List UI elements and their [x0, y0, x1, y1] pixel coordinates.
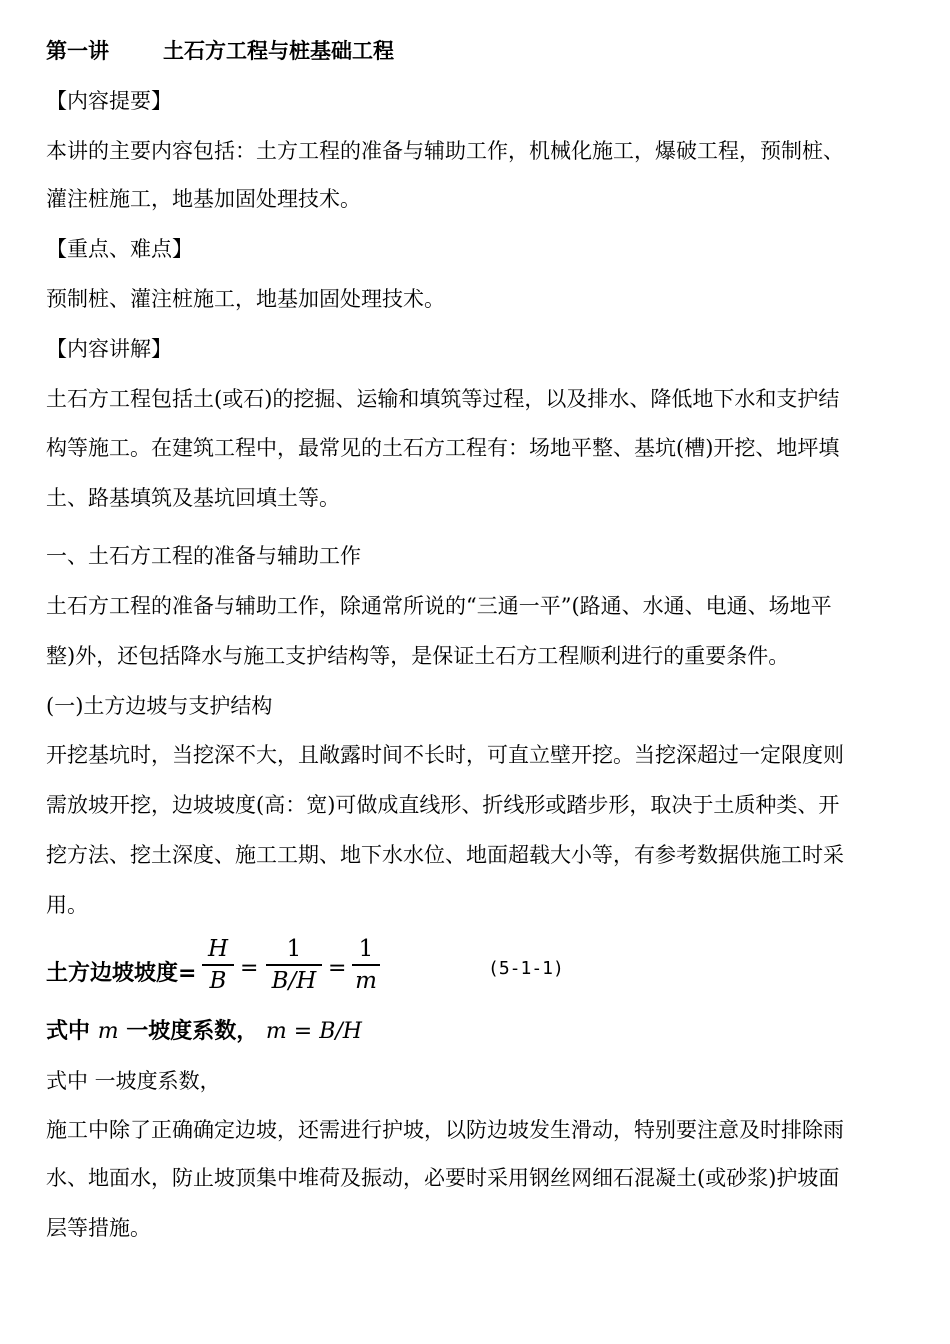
equation-number: (5-1-1)	[488, 958, 564, 979]
part1-line-1: 土石方工程的准备与辅助工作，除通常所说的“三通一平”(路通、水通、电通、场地平	[46, 594, 832, 618]
intro-line-3: 土、路基填筑及基坑回填土等。	[46, 486, 340, 510]
sub1-line-3: 挖方法、挖土深度、施工工期、地下水水位、地面超载大小等，有参考数据供施工时采	[46, 843, 844, 867]
coef-var: m	[97, 1019, 119, 1044]
fraction-1-over-m: 1 m	[352, 936, 380, 994]
slope-formula	[46, 936, 746, 1002]
equals-sign-2: =	[328, 956, 347, 981]
sub1-line-2: 需放坡开挖，边坡坡度(高：宽)可做成直线形、折线形或踏步形，取决于土质种类、开	[46, 793, 840, 817]
closing-line-2: 水、地面水，防止坡顶集中堆荷及振动，必要时采用钢丝网细石混凝土(或砂浆)护坡面	[46, 1166, 840, 1190]
fraction-h-over-b: H B	[202, 936, 234, 994]
part1-line-2: 整)外，还包括降水与施工支护结构等，是保证土石方工程顺利进行的重要条件。	[46, 644, 790, 668]
summary-line-2: 灌注桩施工，地基加固处理技术。	[46, 187, 361, 211]
part1-heading: 一、土石方工程的准备与辅助工作	[46, 544, 361, 568]
page-title	[46, 40, 394, 61]
lecture-title: 土石方工程与桩基础工程	[163, 38, 394, 63]
coef-text: 一坡度系数，	[126, 1019, 259, 1044]
closing-line-3: 层等措施。	[46, 1216, 151, 1240]
sub1-line-1: 开挖基坑时，当挖深不大，且敞露时间不长时，可直立壁开挖。当挖深超过一定限度则	[46, 743, 844, 767]
fraction-1-over-b-h: 1 B/H	[266, 936, 322, 994]
sub1-heading: (一)土方边坡与支护结构	[46, 694, 273, 718]
detail-heading: 【内容讲解】	[46, 337, 172, 361]
coef-text-line: 式中 一坡度系数，	[46, 1069, 221, 1093]
intro-line-1: 土石方工程包括土(或石)的挖掘、运输和填筑等过程，以及排水、降低地下水和支护结	[46, 387, 840, 411]
summary-line-1: 本讲的主要内容包括：土方工程的准备与辅助工作，机械化施工，爆破工程，预制桩、	[46, 139, 844, 163]
sub1-line-4: 用。	[46, 893, 88, 917]
coef-expr: m = B/H	[265, 1019, 362, 1044]
lecture-number: 第一讲	[46, 38, 109, 63]
key-points-heading: 【重点、难点】	[46, 237, 193, 261]
closing-line-1: 施工中除了正确确定边坡，还需进行护坡，以防边坡发生滑动，特别要注意及时排除雨	[46, 1118, 844, 1142]
key-points-line: 预制桩、灌注桩施工，地基加固处理技术。	[46, 287, 445, 311]
equals-sign: =	[240, 956, 259, 981]
coef-prefix: 式中	[46, 1019, 91, 1044]
summary-heading: 【内容提要】	[46, 89, 172, 113]
coefficient-definition	[46, 1014, 362, 1045]
intro-line-2: 构等施工。在建筑工程中，最常见的土石方工程有：场地平整、基坑(槽)开挖、地坪填	[46, 436, 840, 460]
formula-label: 土方边坡坡度=	[46, 961, 197, 986]
